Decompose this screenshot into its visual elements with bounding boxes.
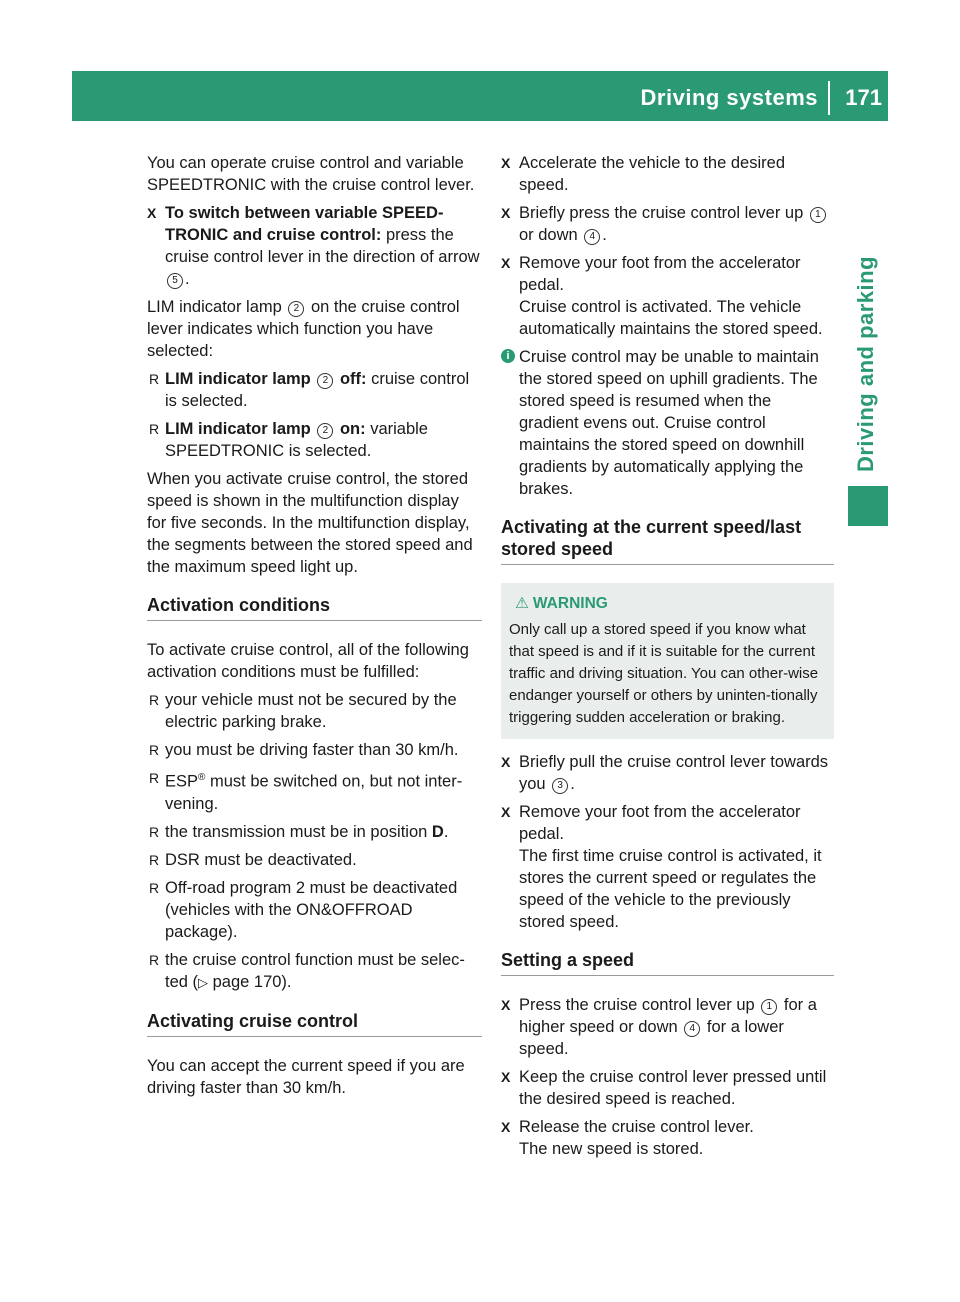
text: you must be driving faster than 30 km/h. [165,741,459,759]
punctuation: . [443,822,449,841]
label: D [431,822,444,841]
text: Accelerate the vehicle to the desired speed. [519,154,785,194]
bullet-icon: R [149,770,160,786]
callout-1-icon: 1 [761,999,777,1015]
text: variable SPEEDTRONIC is selected. [165,420,428,460]
list-item [147,689,482,733]
warning-box [501,583,834,739]
heading-activating-cruise-control: Activating cruise control [147,1010,482,1037]
info-note [501,346,834,500]
callout-5-icon: 5 [167,273,183,289]
bullet-icon: R [149,851,160,868]
text: Off-road program 2 must be deactivated (vehicles with the ON&OFFROAD package). [165,878,458,941]
list-item [147,949,482,994]
callout-4-icon: 4 [584,229,600,245]
text: Remove your foot from the accelerator pedal. [519,254,801,294]
label: LIM indicator lamp [165,370,316,388]
callout-1-icon: 1 [810,207,826,223]
list-item [147,739,482,761]
instruction-switch [147,202,482,290]
bullet-icon: R [149,371,160,387]
text: your vehicle must not be secured by the electric parking brake. [165,691,457,731]
text: or down [519,226,583,244]
instruction-arrow-icon: X [501,205,511,221]
list-item [147,418,482,462]
instruction-arrow-icon: X [501,804,511,820]
punctuation: . [570,775,575,793]
section-title: Driving systems [640,85,818,110]
list-item [147,849,482,871]
instruction-label: To switch between variable SPEED-TRONIC and cruise control: [165,204,444,244]
instruction-step [501,994,834,1060]
page-reference-link[interactable]: page 170). [208,972,292,991]
instruction-arrow-icon: X [501,155,511,171]
list-item [147,821,482,843]
callout-2-icon: 2 [317,373,333,389]
intro-paragraph: You can operate cruise control and variable SPEEDTRONIC with the cruise control lever. [147,154,475,194]
text: Press the cruise control lever up [519,996,760,1014]
conditions-intro: To activate cruise control, all of the following activation conditions must be fulfilled: [147,641,469,681]
warning-text: Only call up a stored speed if you know what that speed is and if it is suitable for the current traffic and driving situation. You can other-wise endanger yourself or others by uninten-tionally triggering sudden acceleration or braking. [509,621,819,726]
callout-4-icon: 4 [684,1021,700,1037]
heading-activating-last-stored: Activating at the current speed/last stored speed [501,516,834,565]
instruction-arrow-icon: X [147,205,157,221]
page-number: 171 [845,85,882,110]
header-divider [828,81,830,115]
warning-title: WARNING [532,595,608,612]
bullet-icon: R [149,823,160,840]
label: LIM indicator lamp [165,420,316,438]
chapter-tab-label: Driving and parking [853,255,878,473]
result-text: The new speed is stored. [519,1140,704,1158]
text: Briefly press the cruise control lever up [519,204,808,222]
text: for a lower speed. [519,1018,784,1058]
text: the cruise control function must be selec-ted ( [165,950,465,991]
heading-activation-conditions: Activation conditions [147,594,482,621]
bullet-icon: R [149,742,160,758]
chapter-tab-marker [848,486,888,526]
text: ESP [165,772,199,791]
instruction-arrow-icon: X [501,754,511,770]
list-item [147,877,482,943]
info-icon: i [501,349,515,363]
text: Keep the cruise control lever pressed until the desired speed is reached. [519,1068,827,1108]
text: Release the cruise control lever. [519,1118,754,1136]
warning-heading [509,593,826,615]
instruction-step [501,202,834,246]
text: for a higher speed or down [519,996,817,1036]
display-paragraph: When you activate cruise control, the stored speed is shown in the multifunction display for five seconds. In the multifunction display, the segments between the stored speed and the maximum speed light up. [147,470,473,576]
list-item [147,767,482,815]
instruction-arrow-icon: X [501,997,511,1013]
text: DSR must be deactivated. [165,850,357,869]
header-bar [72,71,888,121]
callout-2-icon: 2 [317,423,333,439]
instruction-text: press the cruise control lever in the direction of arrow [165,226,480,266]
punctuation: . [185,270,190,288]
callout-2-icon: 2 [288,301,304,317]
label: on: [335,420,366,438]
instruction-arrow-icon: X [501,1069,511,1085]
instruction-arrow-icon: X [501,1119,511,1135]
page-reference-arrow-icon[interactable]: ▷ [198,974,209,990]
instruction-step [501,152,834,196]
punctuation: . [602,226,607,244]
bullet-icon: R [149,951,160,968]
text: Briefly pull the cruise control lever towards you [519,753,829,793]
warning-triangle-icon: ⚠ [515,595,529,612]
bullet-icon: R [149,692,160,708]
text: cruise control is selected. [165,370,470,410]
left-column [147,152,482,1105]
instruction-step [501,1066,834,1110]
activating-paragraph: You can accept the current speed if you are driving faster than 30 km/h. [147,1056,465,1097]
right-column [501,152,834,1166]
instruction-step [501,1116,834,1160]
instruction-step [501,801,834,933]
instruction-step [501,252,834,340]
text: Remove your foot from the accelerator pedal. [519,803,801,843]
text: LIM indicator lamp [147,298,287,316]
text: on the cruise control lever indicates which function you have selected: [147,298,460,360]
bullet-icon: R [149,879,160,896]
registered-mark: ® [198,772,206,783]
text: the transmission must be in position [165,822,432,841]
heading-setting-a-speed: Setting a speed [501,949,834,976]
text: Cruise control may be unable to maintain the stored speed on uphill gradients. The stored speed is resumed when the gradient evens out. Cruise control maintains the stored speed on downhill gradients by automatically applying the brakes. [519,348,819,498]
callout-3-icon: 3 [552,778,568,794]
instruction-arrow-icon: X [501,255,511,271]
result-text: Cruise control is activated. The vehicle automatically maintains the stored speed. [519,298,823,338]
list-item [147,368,482,412]
chapter-tab [848,254,884,474]
lim-paragraph [147,296,482,362]
instruction-step [501,751,834,795]
bullet-icon: R [149,421,160,437]
text: must be switched on, but not inter-vening. [165,772,463,813]
result-text: The first time cruise control is activated, it stores the current speed or regulates the speed of the vehicle to the previously stored speed. [519,847,822,931]
label: off: [335,370,367,388]
